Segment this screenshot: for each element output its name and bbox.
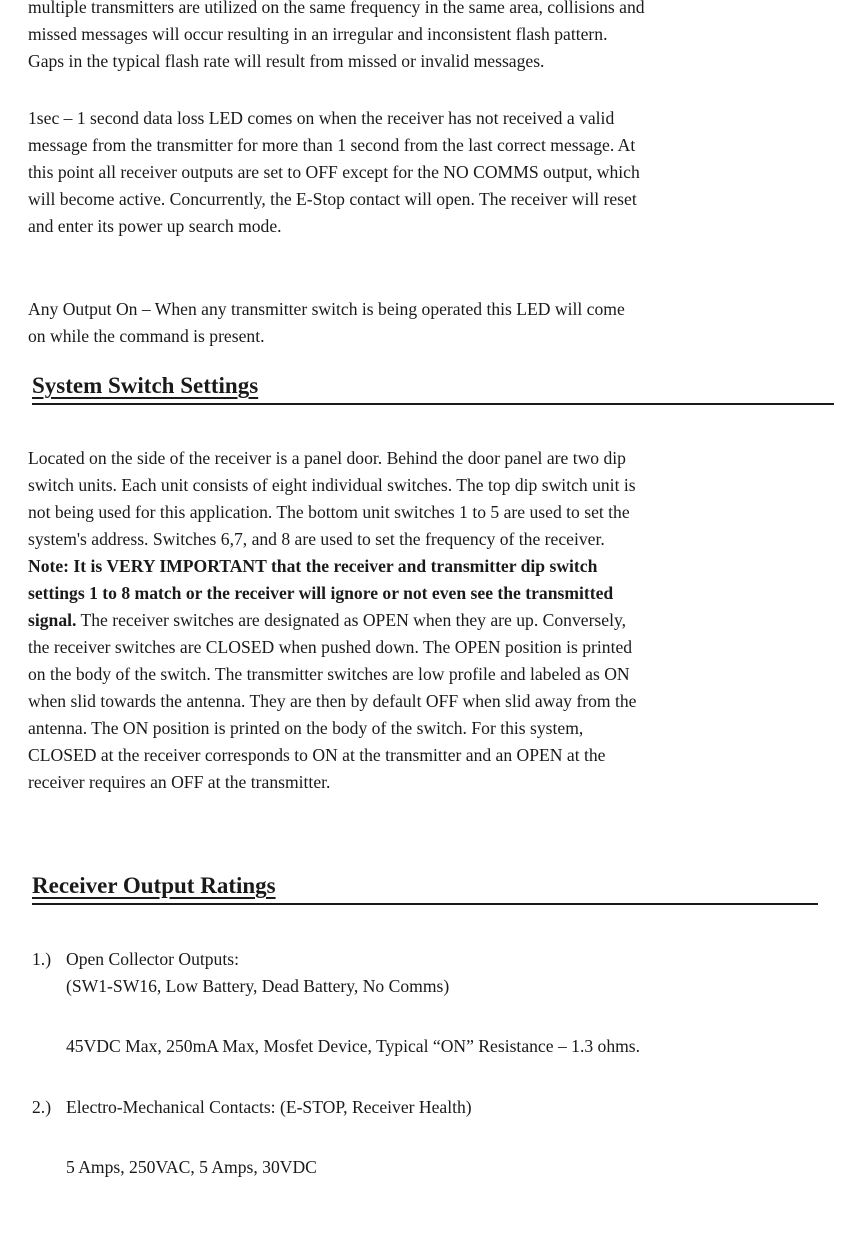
item-detail: 45VDC Max, 250mA Max, Mosfet Device, Typical “ON” Resistance – 1.3 ohms. bbox=[66, 1036, 641, 1056]
text-line: on the body of the switch. The transmitter switches are low profile and labeled as ON bbox=[28, 664, 630, 684]
item-title: Open Collector Outputs: bbox=[66, 949, 239, 969]
important-note-text: Note: It is VERY IMPORTANT that the receiver and transmitter dip switch bbox=[28, 556, 598, 576]
output-rating-item-2 bbox=[32, 1094, 862, 1181]
system-switch-paragraph bbox=[28, 445, 865, 796]
item-subtitle: (SW1-SW16, Low Battery, Dead Battery, No Comms) bbox=[66, 976, 450, 996]
text-fragment: The receiver switches are designated as OPEN when they are up. Conversely, bbox=[76, 610, 627, 630]
important-note-text: signal. bbox=[28, 610, 77, 630]
text-line: switch units. Each unit consists of eight individual switches. The top dip switch unit is bbox=[28, 475, 636, 495]
note-line bbox=[28, 553, 865, 580]
text-line: multiple transmitters are utilized on the same frequency in the same area, collisions and bbox=[28, 0, 645, 17]
note-line bbox=[28, 607, 865, 634]
text-line: the receiver switches are CLOSED when pushed down. The OPEN position is printed bbox=[28, 637, 633, 657]
one-second-data-loss-paragraph bbox=[28, 105, 865, 240]
text-line: and enter its power up search mode. bbox=[28, 216, 282, 236]
text-line: will become active. Concurrently, the E-Stop contact will open. The receiver will reset bbox=[28, 189, 637, 209]
item-title: Electro-Mechanical Contacts: (E-STOP, Receiver Health) bbox=[66, 1097, 472, 1117]
text-line: system's address. Switches 6,7, and 8 are used to set the frequency of the receiver. bbox=[28, 529, 605, 549]
list-number: 2.) bbox=[32, 1097, 52, 1117]
note-line bbox=[28, 580, 865, 607]
text-line: Any Output On – When any transmitter switch is being operated this LED will come bbox=[28, 299, 625, 319]
intro-paragraph bbox=[28, 0, 865, 75]
text-line: CLOSED at the receiver corresponds to ON at the transmitter and an OPEN at the bbox=[28, 745, 606, 765]
text-line: missed messages will occur resulting in an irregular and inconsistent flash pattern. bbox=[28, 24, 608, 44]
text-line: antenna. The ON position is printed on the body of the switch. For this system, bbox=[28, 718, 584, 738]
section-heading-receiver-output-ratings: Receiver Output Ratings bbox=[32, 873, 818, 905]
item-detail: 5 Amps, 250VAC, 5 Amps, 30VDC bbox=[66, 1157, 317, 1177]
text-line: this point all receiver outputs are set to OFF except for the NO COMMS output, which bbox=[28, 162, 640, 182]
section-heading-system-switch-settings: System Switch Settings bbox=[32, 373, 834, 405]
text-line: receiver requires an OFF at the transmitter. bbox=[28, 772, 331, 792]
list-number: 1.) bbox=[32, 949, 52, 969]
text-line: Located on the side of the receiver is a panel door. Behind the door panel are two dip bbox=[28, 448, 626, 468]
text-line: when slid towards the antenna. They are then by default OFF when slid away from the bbox=[28, 691, 637, 711]
important-note-text: settings 1 to 8 match or the receiver will ignore or not even see the transmitted bbox=[28, 583, 614, 603]
text-line: Gaps in the typical flash rate will result from missed or invalid messages. bbox=[28, 51, 545, 71]
text-line: on while the command is present. bbox=[28, 326, 265, 346]
text-line: 1sec – 1 second data loss LED comes on when the receiver has not received a valid bbox=[28, 108, 615, 128]
any-output-on-paragraph bbox=[28, 296, 865, 350]
text-line: message from the transmitter for more than 1 second from the last correct message. At bbox=[28, 135, 636, 155]
text-line: not being used for this application. The bottom unit switches 1 to 5 are used to set the bbox=[28, 502, 630, 522]
output-rating-item-1 bbox=[32, 946, 862, 1060]
